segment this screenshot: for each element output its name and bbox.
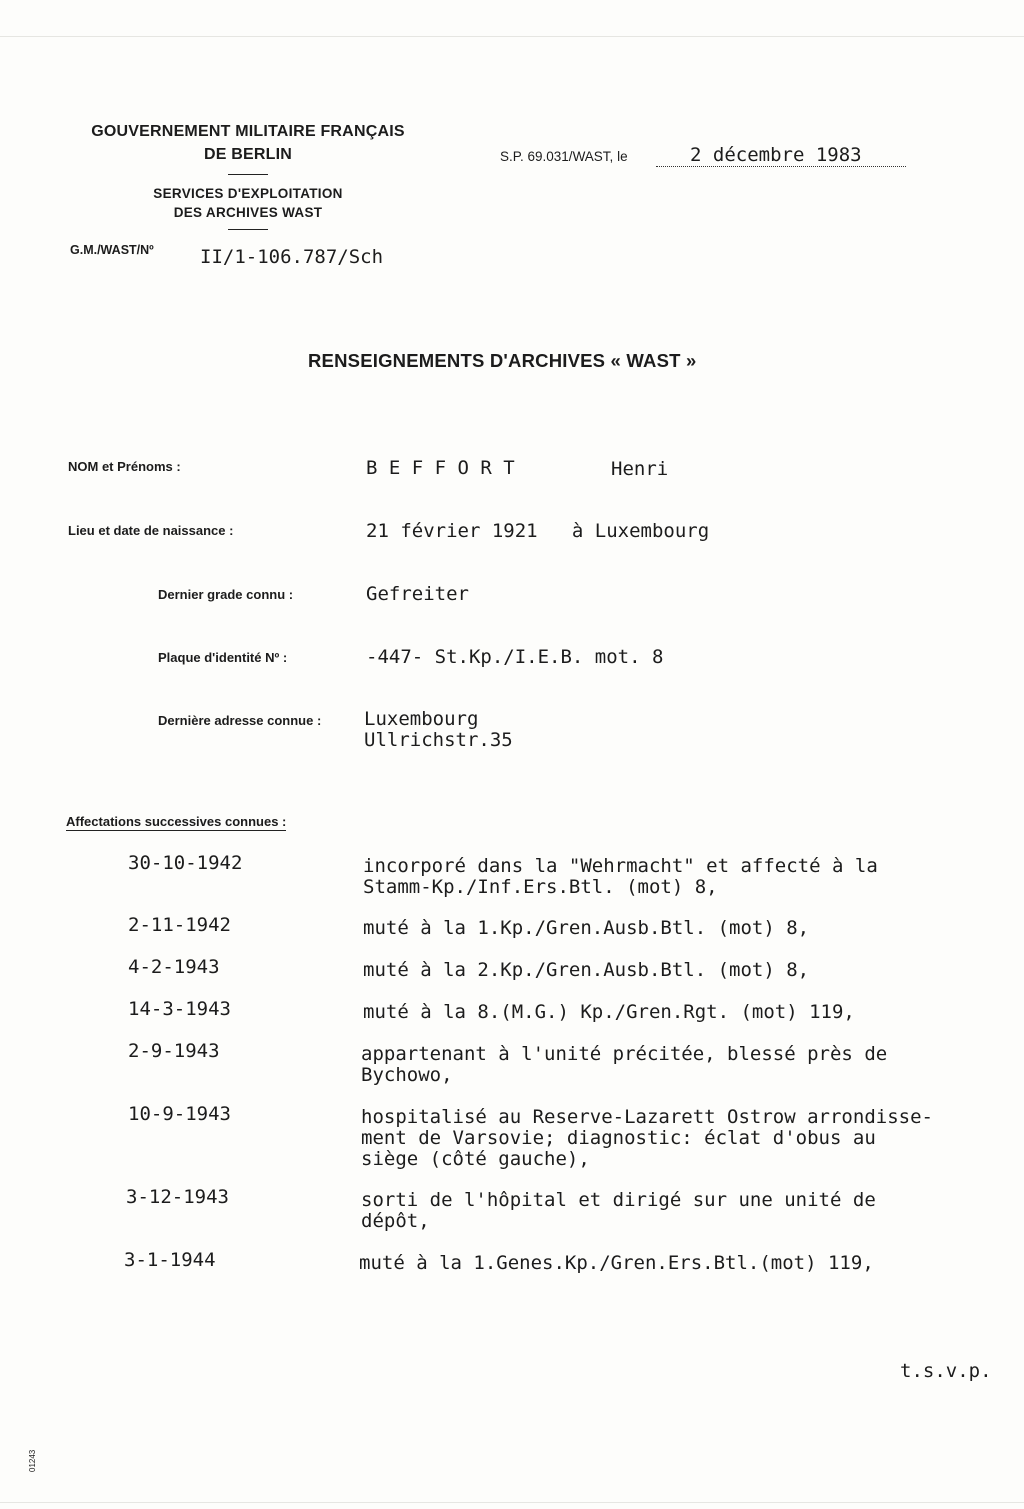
header-divider-1	[228, 174, 268, 175]
header-divider-2	[228, 229, 268, 230]
page-top-edge	[0, 36, 1024, 37]
entry-text: sorti de l'hôpital et dirigé sur une unité de dépôt,	[361, 1189, 876, 1232]
entry-date: 3-12-1943	[126, 1186, 229, 1208]
address-line2: Ullrichstr.35	[364, 729, 513, 751]
reference-number: II/1-106.787/Sch	[200, 246, 384, 268]
grade-value: Gefreiter	[366, 583, 469, 605]
grade-label: Dernier grade connu :	[158, 587, 294, 602]
firstname-value: Henri	[611, 458, 669, 480]
surname-value: B E F F O R T	[366, 457, 515, 479]
entry-text: incorporé dans la "Wehrmacht" et affecté à la Stamm-Kp./Inf.Ers.Btl. (mot) 8,	[363, 855, 878, 898]
sp-label: S.P. 69.031/WAST, le	[500, 149, 628, 164]
org-name-line1: GOUVERNEMENT MILITAIRE FRANÇAIS	[91, 123, 405, 140]
address-label: Dernière adresse connue :	[158, 713, 322, 728]
entry-text: muté à la 2.Kp./Gren.Ausb.Btl. (mot) 8,	[363, 959, 810, 981]
entry-text: muté à la 1.Genes.Kp./Gren.Ers.Btl.(mot) 119,	[359, 1252, 874, 1274]
entry-text: hospitalisé au Reserve-Lazarett Ostrow arrondisse- ment de Varsovie; diagnostic: éclat d'obus au siège (côté gauche),	[361, 1106, 933, 1170]
entry-date: 2-9-1943	[128, 1040, 220, 1062]
reference-label: G.M./WAST/Nº	[70, 243, 154, 257]
entry-date: 3-1-1944	[124, 1249, 216, 1271]
service-name-line2: DES ARCHIVES WAST	[173, 205, 323, 220]
service-name-line1: SERVICES D'EXPLOITATION	[153, 186, 343, 201]
affectations-title: Affectations successives connues :	[66, 814, 287, 829]
entry-date: 10-9-1943	[128, 1103, 231, 1125]
entry-text: muté à la 8.(M.G.) Kp./Gren.Rgt. (mot) 119,	[363, 1001, 855, 1023]
org-name-line2: DE BERLIN	[203, 146, 293, 163]
entry-text: muté à la 1.Kp./Gren.Ausb.Btl. (mot) 8,	[363, 917, 810, 939]
nom-label: NOM et Prénoms :	[68, 459, 181, 474]
entry-date: 2-11-1942	[128, 914, 231, 936]
plaque-value: -447- St.Kp./I.E.B. mot. 8	[366, 646, 664, 668]
entry-date: 4-2-1943	[128, 956, 220, 978]
birth-value: 21 février 1921 à Luxembourg	[366, 520, 710, 542]
document-title: RENSEIGNEMENTS D'ARCHIVES « WAST »	[308, 350, 697, 371]
address-line1: Luxembourg	[364, 708, 479, 730]
entry-date: 30-10-1942	[128, 852, 243, 874]
entry-date: 14-3-1943	[128, 998, 231, 1020]
birth-label: Lieu et date de naissance :	[68, 523, 234, 538]
page-bottom-edge	[0, 1502, 1024, 1503]
entry-text: appartenant à l'unité précitée, blessé près de Bychowo,	[361, 1043, 888, 1086]
document-date: 2 décembre 1983	[656, 144, 906, 167]
continue-note: t.s.v.p.	[900, 1360, 992, 1382]
stamp-number: 01243	[28, 1449, 37, 1472]
plaque-label: Plaque d'identité Nº :	[158, 650, 288, 665]
